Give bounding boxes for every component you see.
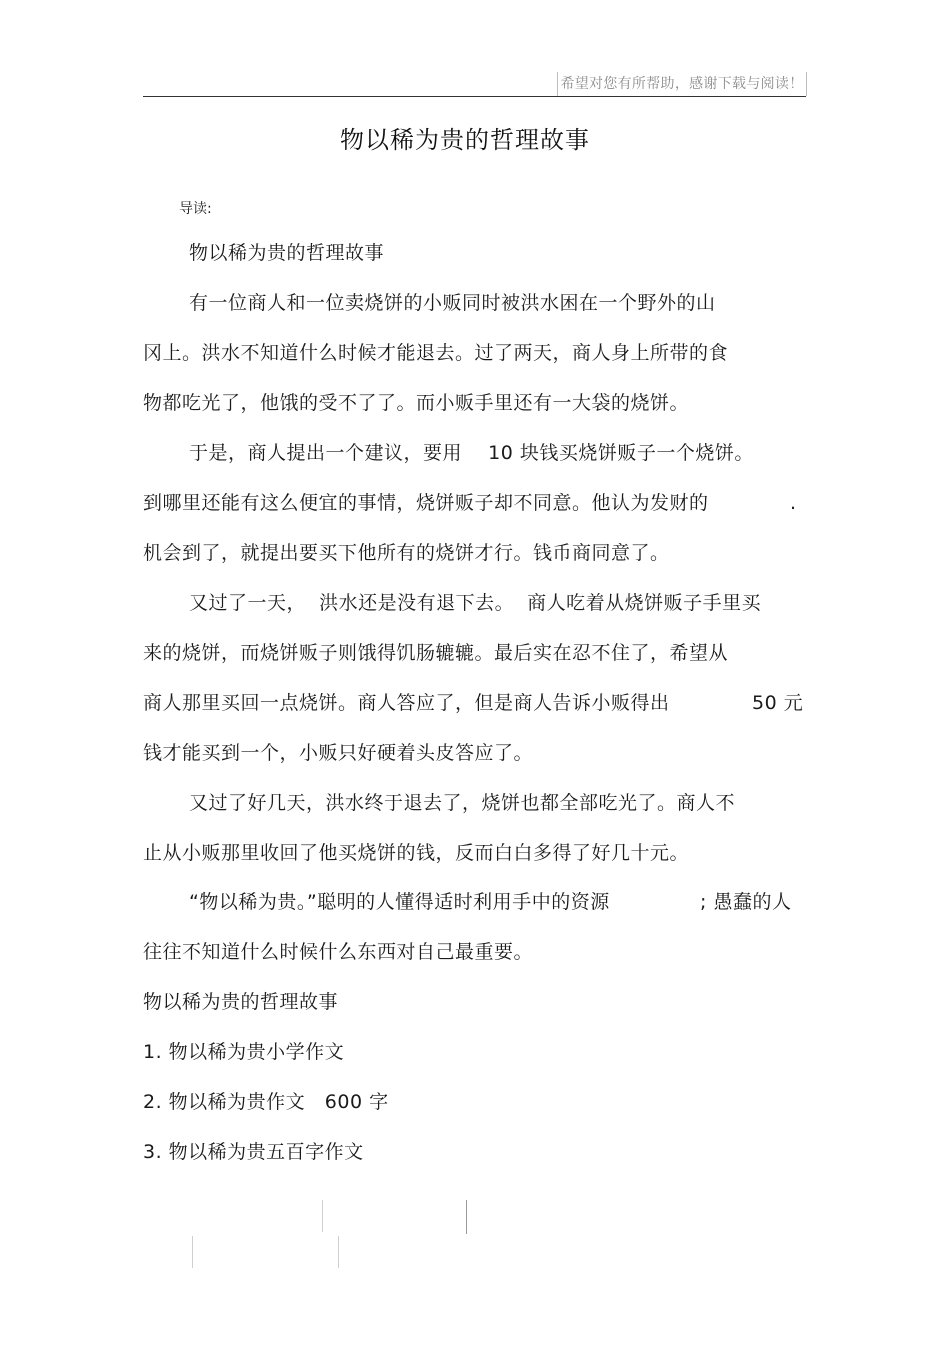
page-title: 物以稀为贵的哲理故事: [340, 126, 590, 154]
paragraph-line-tail: ; 愚蠢的人: [700, 891, 792, 913]
footer-divider: [322, 1200, 323, 1232]
paragraph-line: 又过了好几天，洪水终于退去了，烧饼也都全部吃光了。商人不: [189, 792, 736, 814]
paragraph-line: 又过了一天， 洪水还是没有退下去。 商人吃着从烧饼贩子手里买: [189, 592, 762, 614]
header-divider: [143, 96, 806, 97]
related-link[interactable]: 2. 物以稀为贵作文 600 字: [143, 1091, 389, 1113]
paragraph-line: “物以稀为贵。”聪明的人懂得适时利用手中的资源: [189, 891, 610, 913]
footer-divider: [338, 1236, 339, 1268]
related-link[interactable]: 1. 物以稀为贵小学作文: [143, 1041, 345, 1063]
paragraph-line: 来的烧饼，而烧饼贩子则饿得饥肠辘辘。最后实在忍不住了，希望从: [143, 642, 729, 664]
stray-dot: .: [790, 492, 797, 514]
paragraph-line-tail: 50 元: [752, 692, 804, 714]
paragraph-line: 到哪里还能有这么便宜的事情，烧饼贩子却不同意。他认为发财的: [143, 492, 709, 514]
footer-divider: [192, 1236, 193, 1268]
paragraph-line: 止从小贩那里收回了他买烧饼的钱，反而白白多得了好几十元。: [143, 842, 690, 864]
footer-divider: [466, 1200, 467, 1234]
paragraph-line: 冈上。洪水不知道什么时候才能退去。过了两天，商人身上所带的食: [143, 342, 729, 364]
paragraph-line: 于是，商人提出一个建议，要用 10 块钱买烧饼贩子一个烧饼。: [189, 442, 754, 464]
paragraph-line: 钱才能买到一个，小贩只好硬着头皮答应了。: [143, 742, 534, 764]
story-subtitle: 物以稀为贵的哲理故事: [189, 242, 385, 264]
paragraph-line: 物都吃光了，他饿的受不了了。而小贩手里还有一大袋的烧饼。: [143, 392, 690, 414]
paragraph-line: 商人那里买回一点烧饼。商人答应了，但是商人告诉小贩得出: [143, 692, 670, 714]
header-note: 希望对您有所帮助，感谢下载与阅读！: [557, 72, 807, 96]
related-link[interactable]: 3. 物以稀为贵五百字作文: [143, 1141, 364, 1163]
paragraph-line: 机会到了，就提出要买下他所有的烧饼才行。钱币商同意了。: [143, 542, 670, 564]
paragraph-line: 有一位商人和一位卖烧饼的小贩同时被洪水困在一个野外的山: [189, 292, 716, 314]
paragraph-line: 往往不知道什么时候什么东西对自己最重要。: [143, 941, 534, 963]
related-heading: 物以稀为贵的哲理故事: [143, 991, 339, 1013]
guide-label: 导读:: [179, 201, 212, 217]
